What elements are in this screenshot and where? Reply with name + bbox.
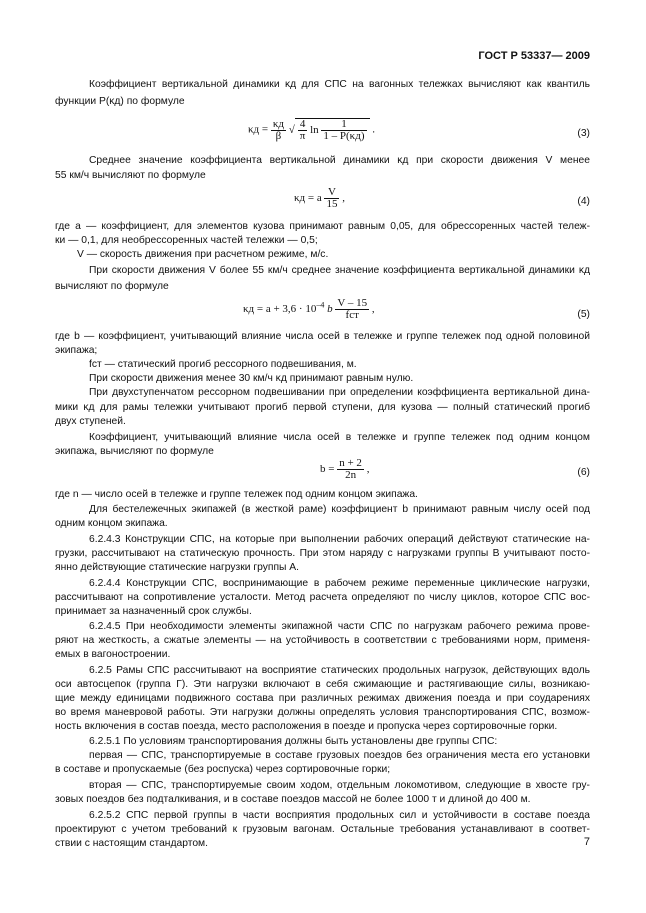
text-line: Коэффициент, учитывающий влияние числа осей в тележке и группе тележек под одним концом bbox=[89, 432, 590, 443]
text-line: во время маневровой работы. Эти нагрузки должны определять условия транспортирования СПС, возмож- bbox=[55, 707, 590, 718]
formula-denominator: 2n bbox=[345, 469, 357, 481]
formula-ln: ln bbox=[310, 124, 319, 137]
formula-denominator: π bbox=[299, 130, 306, 142]
formula-numerator: V bbox=[324, 187, 339, 199]
text-line: мики κд для рамы тележки учитывают прогиб первой ступени, для кузова — полный статический прогиб bbox=[55, 402, 590, 413]
equation-number: (5) bbox=[577, 309, 590, 320]
formula-numerator: n + 2 bbox=[339, 457, 362, 469]
text-line: емых в вагоностроении. bbox=[55, 649, 171, 660]
text-line: 55 км/ч вычисляют по формуле bbox=[55, 170, 206, 181]
text-line: ряют на жесткость, а сжатые элементы — на устойчивость в соответствии с требованиями норм, применя- bbox=[55, 635, 590, 646]
text-line: V — скорость движения при расчетном режиме, м/с. bbox=[77, 249, 329, 260]
text-line: где n — число осей в тележке и группе тележек под одним концом экипажа. bbox=[55, 489, 418, 500]
standard-header: ГОСТ Р 53337— 2009 bbox=[478, 50, 590, 62]
text-line: 6.2.4.5 При необходимости элементы экипажной части СПС по нагрузкам рабочего режима прове- bbox=[89, 621, 590, 632]
text-line: Среднее значение коэффициента вертикальной динамики κд при скорости движения V менее bbox=[89, 155, 590, 166]
equation-number: (4) bbox=[577, 196, 590, 207]
formula-3 bbox=[248, 118, 375, 142]
text-line: рассчитывают на сопротивление усталости. Метод расчета определяют по числу циклов, которое СПС вос- bbox=[55, 592, 590, 603]
formula-denominator: 1 – P(κд) bbox=[323, 130, 365, 142]
text-line: ность включения в состав поезда, место расположения в поезде и пропуска через сортировочные горки. bbox=[55, 721, 558, 732]
formula-5 bbox=[243, 298, 375, 321]
text-line: 6.2.4.4 Конструкции СПС, воспринимающие в рабочем режиме переменные циклические нагрузки, bbox=[89, 578, 590, 589]
page-number: 7 bbox=[583, 836, 590, 848]
formula-numerator: 4 bbox=[298, 119, 308, 131]
formula-lhs: b = bbox=[320, 463, 335, 476]
equation-number: (3) bbox=[577, 128, 590, 139]
text-line: зовых поездов без подталкивания, и в составе поездов массой не более 1000 т и длиной до 400 м. bbox=[55, 794, 531, 805]
sqrt-icon: √ bbox=[288, 124, 295, 136]
formula-exponent: –4 bbox=[316, 300, 325, 310]
text-line: в составе и пропускаемые (без роспуска) через сортировочные горки; bbox=[55, 764, 391, 775]
text-line: При двухступенчатом рессорном подвешивании при определении коэффициента вертикальной дина- bbox=[89, 387, 590, 398]
formula-tail: . bbox=[372, 123, 375, 136]
text-line: функции P(κд) по формуле bbox=[55, 96, 185, 107]
text-line: экипажа, вычисляют по формуле bbox=[55, 446, 214, 457]
formula-numerator: 1 bbox=[321, 119, 366, 131]
formula-lhs: κд = a bbox=[294, 192, 322, 205]
text-line: 6.2.5.1 По условиям транспортирования должны быть установлены две группы СПС: bbox=[89, 736, 498, 747]
text-line: При скорости движения V более 55 км/ч среднее значение коэффициента вертикальной динамики κд bbox=[89, 265, 590, 276]
formula-denominator: β bbox=[275, 129, 282, 142]
formula-tail: , bbox=[371, 303, 375, 316]
text-line: первая — СПС, транспортируемые в составе грузовых поездов без ограничения места его установки bbox=[89, 750, 590, 761]
formula-4 bbox=[294, 187, 345, 210]
text-line: fст — статический прогиб рессорного подвешивания, м. bbox=[89, 359, 357, 370]
text-line: янно действующие статические нагрузки группы А. bbox=[55, 562, 300, 573]
formula-b: b bbox=[327, 303, 333, 316]
text-line: проектируют с учетом требований к грузовым вагонам. Остальные требования устанавливают в соответ- bbox=[55, 824, 590, 835]
text-line: принимает за назначенный срок службы. bbox=[55, 606, 252, 617]
text-line: одним концом экипажа. bbox=[55, 518, 168, 529]
text-line: двух ступеней. bbox=[55, 416, 126, 427]
text-line: оси автосцепок (группа Г). Эти нагрузки включают в себя сжимающие и растягивающие силы, возникаю- bbox=[55, 679, 590, 690]
text-line: щие между единицами подвижного состава при различных режимах движения поезда и при соударениях bbox=[55, 693, 590, 704]
text-line: ки — 0,1, для необрессоренных частей тележки — 0,5; bbox=[55, 235, 318, 246]
text-line: где b — коэффициент, учитывающий влияние числа осей в тележке и группе тележек под одной половиной bbox=[55, 331, 590, 342]
equation-number: (6) bbox=[577, 467, 590, 478]
text-line: 6.2.5 Рамы СПС рассчитывают на восприятие статических продольных нагрузок, действующих вдоль bbox=[89, 665, 590, 676]
text-line: 6.2.4.3 Конструкции СПС, на которые при выполнении рабочих операций действуют статические на- bbox=[89, 534, 590, 545]
text-line: ствии с настоящим стандартом. bbox=[55, 838, 209, 849]
formula-numerator: V – 15 bbox=[337, 297, 368, 309]
formula-denominator: 15 bbox=[326, 198, 338, 210]
text-line: Коэффициент вертикальной динамики κд для СПС на вагонных тележках вычисляют как квантиль bbox=[89, 79, 590, 90]
formula-lhs: κд = a + 3,6 · 10 bbox=[243, 303, 317, 316]
text-line: где a — коэффициент, для элементов кузова принимают равным 0,05, для обрессоренных частей тележ- bbox=[55, 221, 590, 232]
formula-tail: , bbox=[342, 192, 345, 205]
formula-numerator: κд bbox=[272, 117, 284, 130]
formula-tail: , bbox=[366, 463, 370, 476]
formula-6 bbox=[320, 458, 369, 481]
text-line: вычисляют по формуле bbox=[55, 281, 169, 292]
text-line: грузки, рассчитывают на статическую прочность. При этом наряду с нагрузками группы В учитывают посто- bbox=[55, 548, 590, 559]
formula-lhs: κд = bbox=[248, 123, 269, 136]
text-line: вторая — СПС, транспортируемые своим ходом, отдельным локомотивом, следующие в хвосте гру- bbox=[89, 780, 590, 791]
text-line: 6.2.5.2 СПС первой группы в части восприятия продольных сил и устойчивости в составе поезда bbox=[89, 810, 590, 821]
formula-denominator: fст bbox=[345, 309, 359, 321]
text-line: При скорости движения менее 30 км/ч κд принимают равным нулю. bbox=[89, 373, 414, 384]
text-line: экипажа; bbox=[55, 345, 98, 356]
text-line: Для бестележечных экипажей (в жесткой раме) коэффициент b принимают равным числу осей под bbox=[89, 504, 590, 515]
